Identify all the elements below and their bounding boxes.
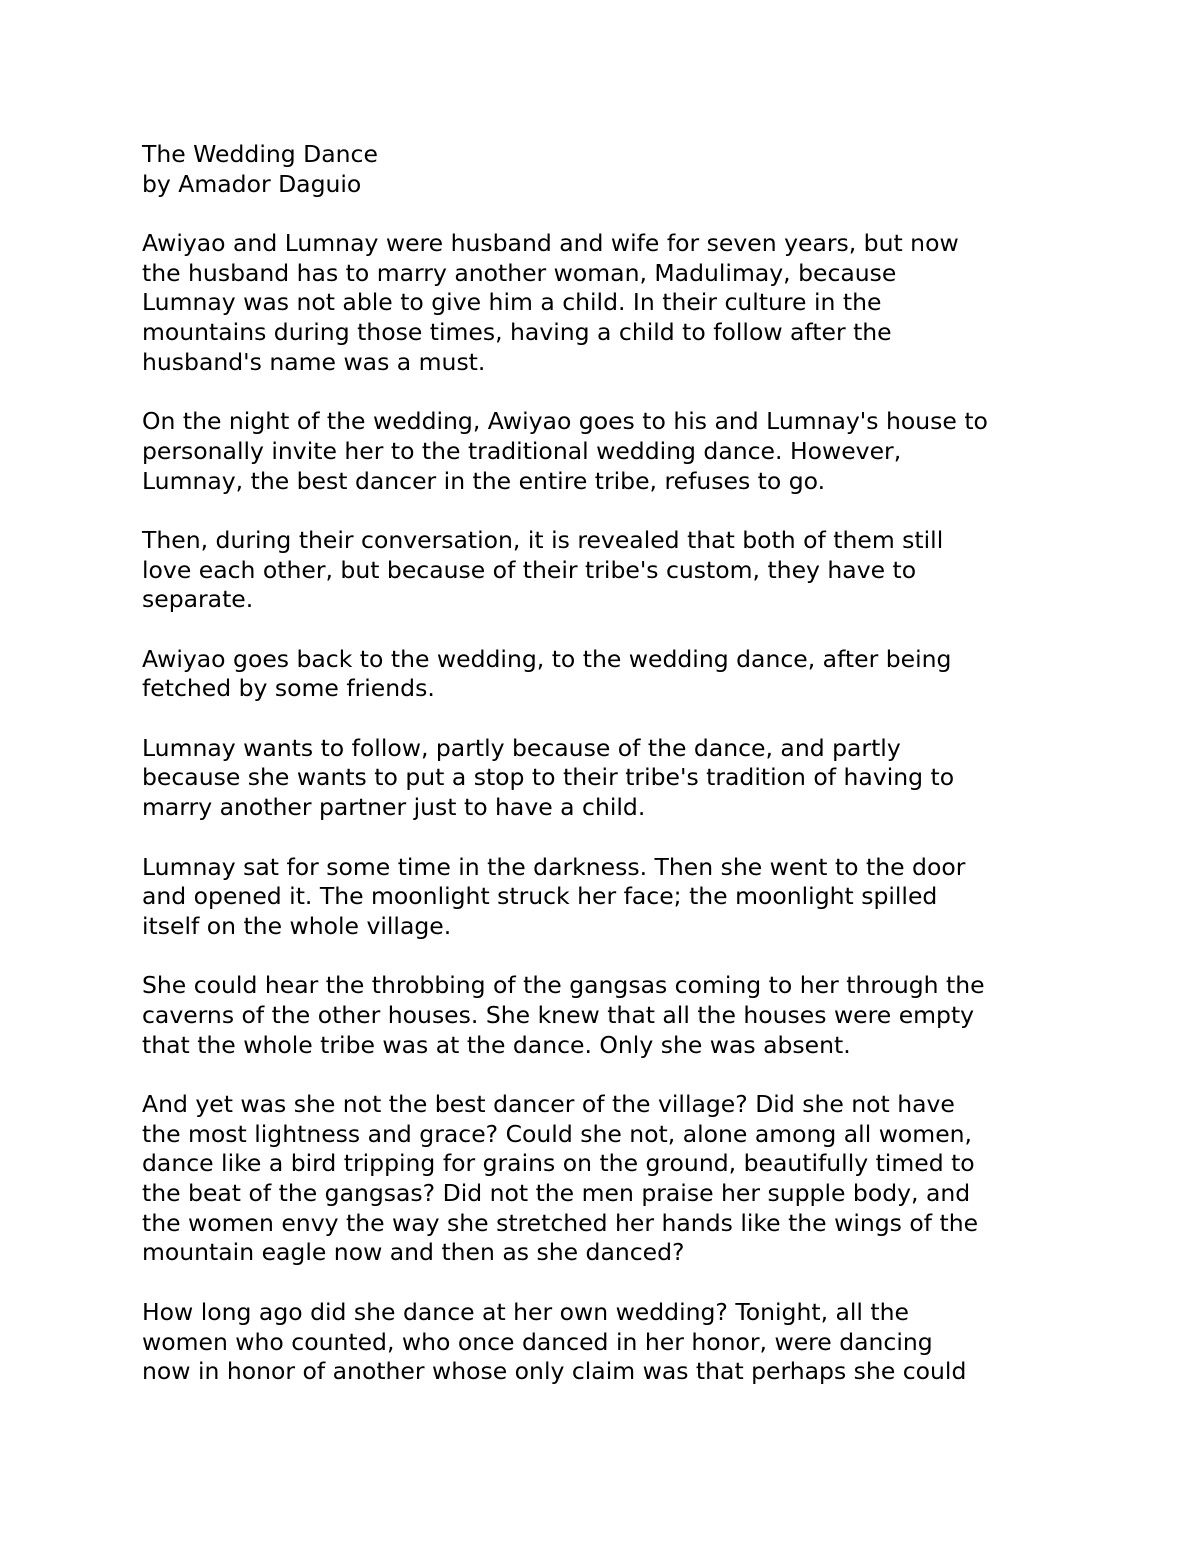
paragraph-line: because she wants to put a stop to their tribe's tradition of having to — [142, 763, 955, 792]
paragraph-7 — [142, 971, 1082, 1060]
paragraph-line: husband's name was a must. — [142, 347, 486, 376]
paragraph-line: On the night of the wedding, Awiyao goes to his and Lumnay's house to — [142, 407, 988, 436]
paragraph-line: caverns of the other houses. She knew that all the houses were empty — [142, 1000, 975, 1029]
paragraph-6 — [142, 853, 1082, 942]
paragraph-line: love each other, but because of their tribe's custom, they have to — [142, 555, 917, 584]
paragraph-line: How long ago did she dance at her own wedding? Tonight, all the — [142, 1297, 909, 1326]
paragraph-line: the women envy the way she stretched her hands like the wings of the — [142, 1208, 979, 1237]
paragraph-4 — [142, 645, 1082, 704]
paragraph-8 — [142, 1090, 1082, 1268]
document-page — [142, 140, 1082, 1387]
paragraph-line: Awiyao goes back to the wedding, to the wedding dance, after being — [142, 644, 952, 673]
spacer — [142, 496, 1082, 526]
spacer — [142, 823, 1082, 853]
spacer — [142, 1060, 1082, 1090]
spacer — [142, 942, 1082, 972]
paragraph-line: fetched by some friends. — [142, 674, 435, 703]
paragraph-line: women who counted, who once danced in her honor, were dancing — [142, 1327, 933, 1356]
paragraph-2 — [142, 407, 1082, 496]
paragraph-line: marry another partner just to have a child. — [142, 793, 646, 822]
paragraph-line: Then, during their conversation, it is revealed that both of them still — [142, 525, 944, 554]
paragraph-line: mountains during those times, having a child to follow after the — [142, 318, 892, 347]
paragraph-line: that the whole tribe was at the dance. Only she was absent. — [142, 1030, 851, 1059]
paragraph-line: separate. — [142, 585, 254, 614]
paragraph-3 — [142, 526, 1082, 615]
paragraph-5 — [142, 734, 1082, 823]
paragraph-1 — [142, 229, 1082, 377]
paragraph-line: itself on the whole village. — [142, 911, 452, 940]
spacer — [142, 378, 1082, 408]
spacer — [142, 199, 1082, 229]
paragraph-line: Lumnay sat for some time in the darkness. Then she went to the door — [142, 852, 966, 881]
spacer — [142, 615, 1082, 645]
paragraph-line: And yet was she not the best dancer of the village? Did she not have — [142, 1090, 955, 1118]
paragraph-line: dance like a bird tripping for grains on the ground, beautifully timed to — [142, 1149, 975, 1178]
spacer — [142, 1268, 1082, 1298]
paragraph-line: Lumnay was not able to give him a child. In their culture in the — [142, 288, 882, 317]
spacer — [142, 704, 1082, 734]
paragraph-line: mountain eagle now and then as she danced? — [142, 1238, 685, 1267]
paragraph-9 — [142, 1298, 1082, 1387]
document-byline: by Amador Daguio — [142, 169, 362, 198]
paragraph-line: now in honor of another whose only claim was that perhaps she could — [142, 1357, 967, 1386]
paragraph-line: She could hear the throbbing of the gangsas coming to her through the — [142, 971, 985, 1000]
paragraph-line: personally invite her to the traditional wedding dance. However, — [142, 436, 902, 465]
paragraph-line: and opened it. The moonlight struck her face; the moonlight spilled — [142, 882, 938, 911]
paragraph-line: the husband has to marry another woman, Madulimay, because — [142, 258, 897, 287]
paragraph-line: Lumnay wants to follow, partly because of the dance, and partly — [142, 733, 901, 762]
paragraph-line: the beat of the gangsas? Did not the men praise her supple body, and — [142, 1179, 971, 1208]
paragraph-line: Awiyao and Lumnay were husband and wife for seven years, but now — [142, 229, 959, 258]
paragraph-line: the most lightness and grace? Could she not, alone among all women, — [142, 1119, 973, 1148]
document-title: The Wedding Dance — [142, 140, 378, 168]
paragraph-line: Lumnay, the best dancer in the entire tribe, refuses to go. — [142, 466, 826, 495]
